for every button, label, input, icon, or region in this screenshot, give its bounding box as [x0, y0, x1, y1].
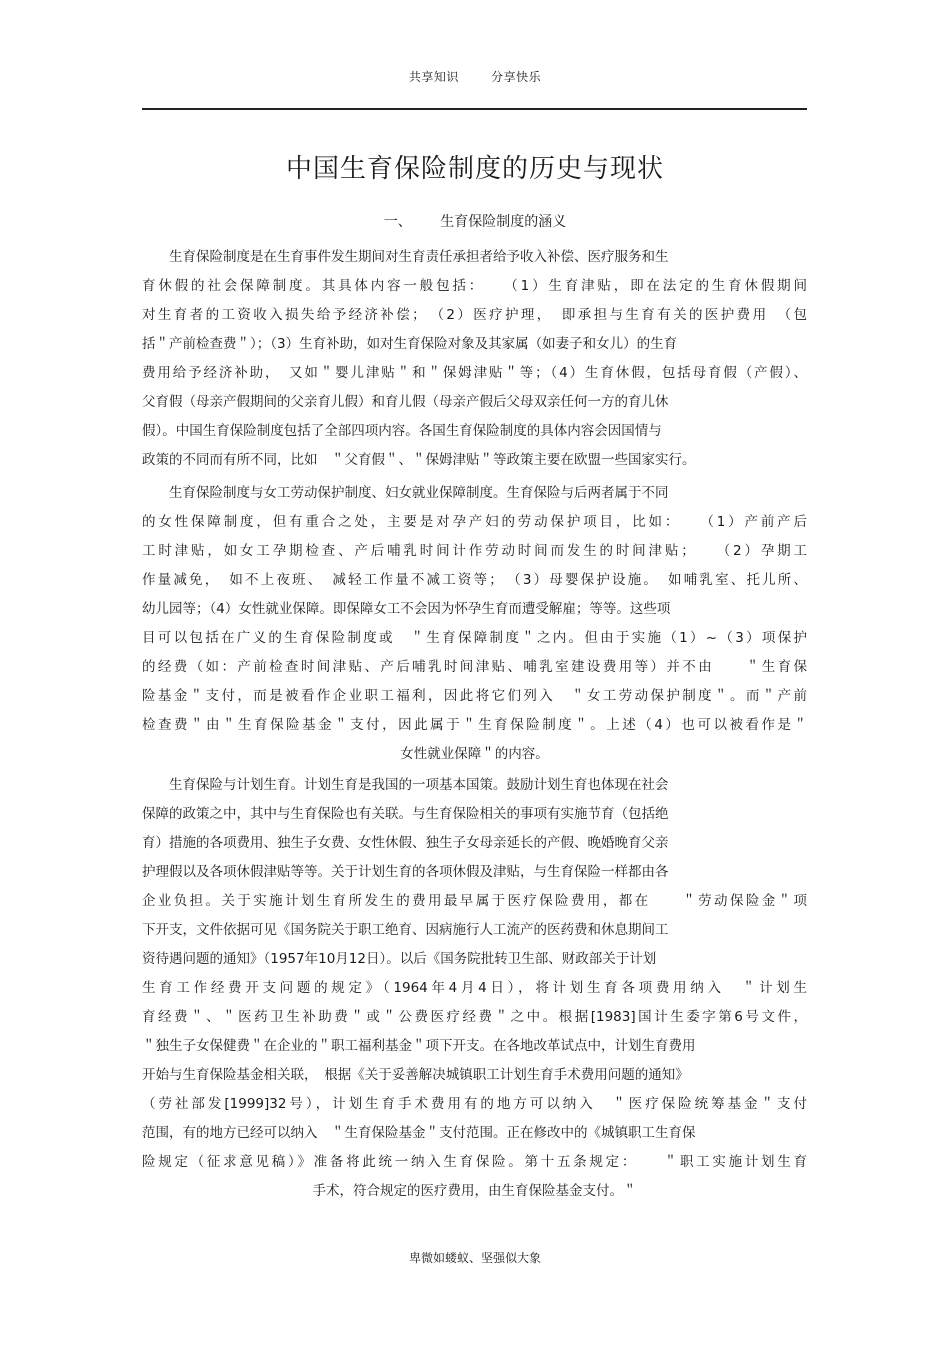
page-header — [0, 68, 950, 85]
paragraph-line: 开始与生育保险基金相关联， 根据《关于妥善解决城镇职工计划生育手术费用问题的通知》 — [142, 1067, 689, 1083]
paragraph-1 — [142, 243, 807, 475]
header-left-text: 共享知识 — [408, 70, 459, 84]
paragraph-line: （劳社部发[1999]32号），计划生育手术费用有的地方可以纳入 ＂医疗保险统筹基金＂支付 — [142, 1096, 807, 1112]
paragraph-2 — [142, 479, 807, 769]
paragraph-line: 险规定（征求意见稿）》准备将此统一纳入生育保险。第十五条规定： ＂职工实施计划生育 — [142, 1154, 807, 1170]
paragraph-line: 政策的不同而有所不同，比如 ＂父育假＂、＂保姆津贴＂等政策主要在欧盟一些国家实行。 — [142, 452, 696, 468]
paragraph-line: 育经费＂、＂医药卫生补助费＂或＂公费医疗经费＂之中。根据[1983]国计生委字第6号文件， — [142, 1009, 807, 1025]
paragraph-line: 险基金＂支付，而是被看作企业职工福利，因此将它们列入 ＂女工劳动保护制度＂。而＂产前 — [142, 688, 807, 704]
paragraph-line: 作量减免， 如不上夜班、 减轻工作量不减工资等； （3）母婴保护设施。 如哺乳室、托儿所、 — [142, 572, 807, 588]
header-right-text: 分享快乐 — [491, 70, 542, 84]
paragraph-line: 保障的政策之中，其中与生育保险也有关联。与生育保险相关的事项有实施节育（包括绝 — [142, 806, 669, 822]
paragraph-line: 工时津贴，如女工孕期检查、产后哺乳时间计作劳动时间而发生的时间津贴； （2）孕期工 — [142, 543, 807, 559]
paragraph-line: 育）措施的各项费用、独生子女费、女性休假、独生子女母亲延长的产假、晚婚晚育父亲 — [142, 835, 669, 851]
header-divider — [142, 108, 807, 110]
paragraph-line: 育休假的社会保障制度。其具体内容一般包括： （1）生育津贴，即在法定的生育休假期间 — [142, 278, 807, 294]
paragraph-line: 括＂产前检查费＂）；（3）生育补助，如对生育保险对象及其家属（如妻子和女儿）的生育 — [142, 336, 678, 352]
paragraph-line: 假）。中国生育保险制度包括了全部四项内容。各国生育保险制度的具体内容会因国情与 — [142, 423, 662, 439]
paragraph-line: 生育工作经费开支问题的规定》（1964年4月4日），将计划生育各项费用纳入 ＂计划生 — [142, 980, 807, 996]
paragraph-line: 的经费（如：产前检查时间津贴、产后哺乳时间津贴、哺乳室建设费用等）并不由 ＂生育保 — [142, 659, 807, 675]
section-title: 生育保险制度的涵义 — [440, 214, 567, 230]
paragraph-line: 企业负担。关于实施计划生育所发生的费用最早属于医疗保险费用，都在 ＂劳动保险金＂项 — [142, 893, 807, 909]
paragraph-line: 幼儿园等；（4）女性就业保障。即保障女工不会因为怀孕生育而遭受解雇；等等。这些项 — [142, 601, 671, 617]
paragraph-line: 生育保险制度是在生育事件发生期间对生育责任承担者给予收入补偿、医疗服务和生 — [142, 249, 669, 265]
paragraph-line: 下开支，文件依据可见《国务院关于职工绝育、因病施行人工流产的医药费和休息期间工 — [142, 922, 669, 938]
paragraph-line: 父育假（母亲产假期间的父亲育儿假）和育儿假（母亲产假后父母双亲任何一方的育儿休 — [142, 394, 669, 410]
paragraph-line: 女性就业保障＂的内容。 — [400, 746, 549, 762]
paragraph-line: 生育保险与计划生育。计划生育是我国的一项基本国策。鼓励计划生育也体现在社会 — [142, 777, 669, 793]
paragraph-line: 费用给予经济补助， 又如＂婴儿津贴＂和＂保姆津贴＂等；（4）生育休假，包括母育假（产假）、 — [142, 365, 807, 381]
section-number: 一、 — [383, 214, 412, 230]
document-title: 中国生育保险制度的历史与现状 — [285, 154, 664, 184]
paragraph-line: 对生育者的工资收入损失给予经济补偿； （2）医疗护理， 即承担与生育有关的医护费用 （包 — [142, 307, 807, 323]
paragraph-line: 资待遇问题的通知》（1957年10月12日）。以后《国务院批转卫生部、财政部关于计划 — [142, 951, 657, 967]
paragraph-line: ＂独生子女保健费＂在企业的＂职工福利基金＂项下开支。在各地改革试点中，计划生育费用 — [142, 1038, 696, 1054]
paragraph-3 — [142, 771, 807, 1206]
page-footer: 卑微如蝼蚁、坚强似大象 — [408, 1251, 541, 1265]
paragraph-line: 的女性保障制度，但有重合之处，主要是对孕产妇的劳动保护项目，比如： （1）产前产后 — [142, 514, 807, 530]
paragraph-line: 生育保险制度与女工劳动保护制度、妇女就业保障制度。生育保险与后两者属于不同 — [142, 485, 669, 501]
paragraph-line: 护理假以及各项休假津贴等等。关于计划生育的各项休假及津贴，与生育保险一样都由各 — [142, 864, 669, 880]
paragraph-line: 检查费＂由＂生育保险基金＂支付，因此属于＂生育保险制度＂。上述（4）也可以被看作是＂ — [142, 717, 807, 733]
section-heading — [0, 211, 950, 231]
paragraph-line: 目可以包括在广义的生育保险制度或 ＂生育保障制度＂之内。但由于实施（1）~（3）项保护 — [142, 630, 807, 646]
paragraph-line: 范围，有的地方已经可以纳入 ＂生育保险基金＂支付范围。正在修改中的《城镇职工生育保 — [142, 1125, 696, 1141]
paragraph-line: 手术，符合规定的医疗费用，由生育保险基金支付。＂ — [312, 1183, 637, 1199]
